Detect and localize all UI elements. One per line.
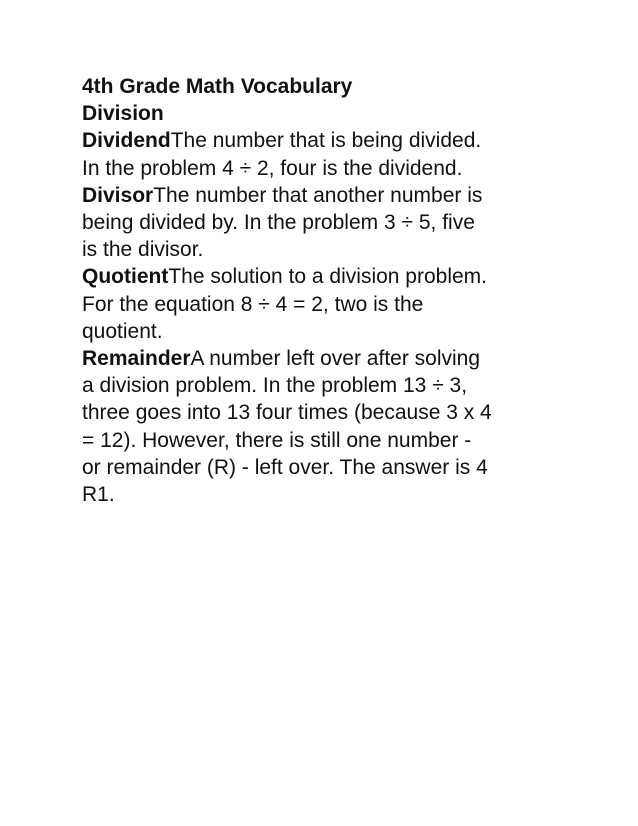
vocab-entry-dividend xyxy=(82,127,492,181)
vocab-entry-quotient xyxy=(82,263,492,345)
definition-line: is the divisor. xyxy=(82,238,204,262)
definition-line: The solution to a division problem. xyxy=(168,265,487,289)
document-title: 4th Grade Math Vocabulary xyxy=(82,75,353,98)
definition-line: A number left over after solving xyxy=(190,347,481,371)
definition-line: The number that another number is xyxy=(153,183,483,207)
definition-line: = 12). However, there is still one number - xyxy=(82,428,472,452)
definition-line: three goes into 13 four times (because 3 x 4 xyxy=(82,401,492,425)
document-page xyxy=(82,73,492,508)
definition-line: R1. xyxy=(82,483,115,507)
vocab-entry-divisor xyxy=(82,182,492,264)
term: Divisor xyxy=(82,183,154,207)
vocab-entry-remainder xyxy=(82,345,492,508)
term: Dividend xyxy=(82,129,171,153)
definition-line: a division problem. In the problem 13 ÷ 3, xyxy=(82,374,468,398)
definition-line: being divided by. In the problem 3 ÷ 5, five xyxy=(82,211,475,235)
term: Quotient xyxy=(82,265,169,289)
section-heading: Division xyxy=(82,102,164,126)
definition-line: or remainder (R) - left over. The answer is 4 xyxy=(82,455,488,479)
definition-line: For the equation 8 ÷ 4 = 2, two is the xyxy=(82,292,424,316)
definition-line: The number that is being divided. xyxy=(170,129,482,153)
term: Remainder xyxy=(82,347,191,371)
definition-line: quotient. xyxy=(82,319,163,343)
definition-line: In the problem 4 ÷ 2, four is the dividend. xyxy=(82,156,463,180)
